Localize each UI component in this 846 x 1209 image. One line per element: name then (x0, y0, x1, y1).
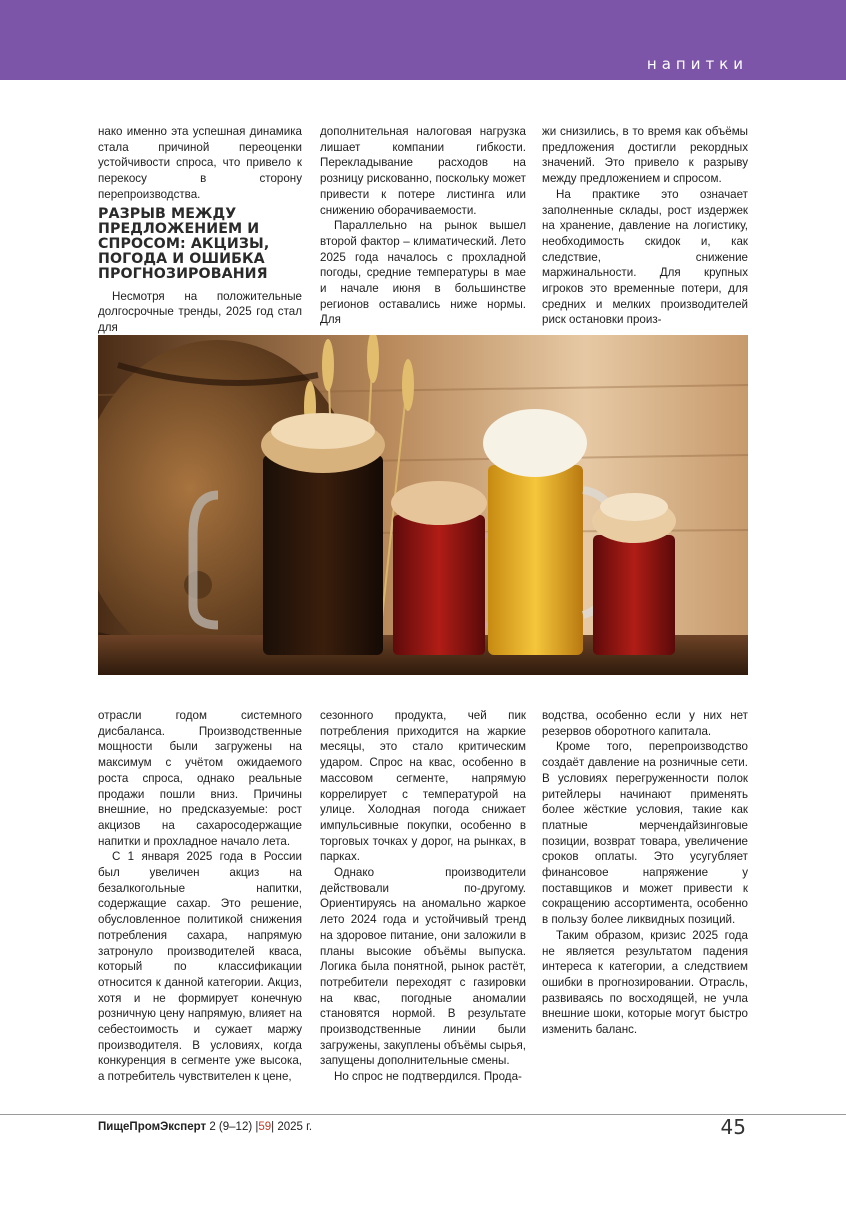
footer-issue (98, 1121, 312, 1133)
paragraph: Несмотря на положительные долгосрочные тренды, 2025 год стал для (98, 289, 302, 334)
paragraph: Таким образом, кризис 2025 года не является результатом падения интереса к категории, а следствием ошибки в прогнозировании. Отрасль, развиваясь по восходящей, не учла внешние шоки, которые могут быстро изменить баланс. (542, 928, 748, 1037)
photo-illustration (98, 335, 748, 675)
top-column-1 (98, 124, 302, 336)
top-column-2 (320, 124, 526, 328)
paragraph: отрасли годом системного дисбаланса. Производственные мощности были загружены на максимум с учётом ожидаемого роста спроса, однако реальные продажи пошли вниз. Причины внешние, но предсказуемые: рост акцизов на сахаросодержащие напитки и прохладное начало лета. (98, 709, 302, 848)
paragraph: Однако производители действовали по-другому. Ориентируясь на аномально жаркое лето 2024 года и устойчивый тренд на здоровое питание, они заложили в планы высокие объёмы выпуска. Логика была понятной, рынок растёт, потребители переходят с газировки на квас, погодные аномалии становятся нормой. В результате производственные линии были загружены, закуплены объёмы сырья, запущены дополнительные смены. (320, 866, 526, 1068)
issue-number: 59 (258, 1121, 272, 1133)
paragraph: дополнительная налоговая нагрузка лишает компании гибкости. Перекладывание расходов на розницу рискованно, поскольку может привести к потере листинга или снижению оборачиваемости. (320, 125, 526, 217)
issue-info: 2 (9–12) | (206, 1121, 259, 1133)
paragraph: Кроме того, перепроизводство создаёт давление на розничные сети. В условиях перегруженности полок ритейлеры начинают применять более жёсткие условия, такие как платные мерчендайзинговые позиции, возврат товара, увеличение сроков оплаты. Это усугубляет финансовое напряжение у поставщиков и может привести к сокращению ассортимента, особенно в пользу более ликвидных позиций. (542, 740, 748, 927)
small-red-beer-mug (592, 493, 676, 655)
section-label: напитки (646, 55, 748, 73)
magazine-brand: ПищеПромЭксперт (98, 1121, 207, 1133)
section-heading: РАЗРЫВ МЕЖДУ ПРЕДЛОЖЕНИЕМ И СПРОСОМ: АКЦИЗЫ, ПОГОДА И ОШИБКА ПРОГНОЗИРОВАНИЯ (98, 205, 270, 283)
paragraph: жи снизились, в то время как объёмы предложения достигли рекордных значений. Это привело к разрыву между предложением и спросом. (542, 125, 748, 186)
paragraph: На практике это означает заполненные склады, рост издержек на хранение, давление на логистику, необходимость скидок и, как следствие, снижение маржинальности. Для крупных игроков это временные потери, для средних и мелких производителей риск остановки произ- (542, 187, 748, 327)
top-column-3 (542, 124, 748, 328)
paragraph: С 1 января 2025 года в России был увеличен акциз на безалкогольные напитки, содержащие сахар. Это решение, обусловленное политикой снижения потребления сахара, напрямую затронуло производителей кваса, который по классификации относится к данной категории. Акциз, хотя и не формирует конечную розничную цену напрямую, влияет на себестоимость и сужает маржу производителя. В условиях, когда конкуренция в сегменте уже высока, а потребитель чувствителен к цене, (98, 850, 302, 1084)
page-number: 45 (720, 1115, 746, 1139)
bottom-column-3 (542, 708, 748, 1038)
footer-divider (0, 1114, 846, 1115)
paragraph: Но спрос не подтвердился. Прода- (334, 1070, 522, 1084)
bottom-column-1 (98, 708, 302, 1085)
paragraph: водства, особенно если у них нет резервов оборотного капитала. (542, 709, 748, 738)
beer-mugs-photo (98, 335, 748, 675)
paragraph: сезонного продукта, чей пик потребления приходится на жаркие месяцы, это стало критическим ударом. Спрос на квас, особенно в массовом сегменте, напрямую коррелирует с температурой на улице. Холодная погода снижает импульсивные покупки, особенно в торговых точках у дорог, на рынках, в парках. (320, 709, 526, 864)
issue-year: | 2025 г. (271, 1121, 313, 1133)
header-band (0, 0, 846, 80)
paragraph: Параллельно на рынок вышел второй фактор – климатический. Лето 2025 года началось с прохладной погоды, средние температуры в мае и начале июня в большинстве регионов оставались ниже нормы. Для (320, 219, 526, 327)
bottom-column-2 (320, 708, 526, 1085)
paragraph: нако именно эта успешная динамика стала причиной переоценки устойчивости спроса, что привело к перекосу в сторону перепроизводства. (98, 125, 302, 201)
